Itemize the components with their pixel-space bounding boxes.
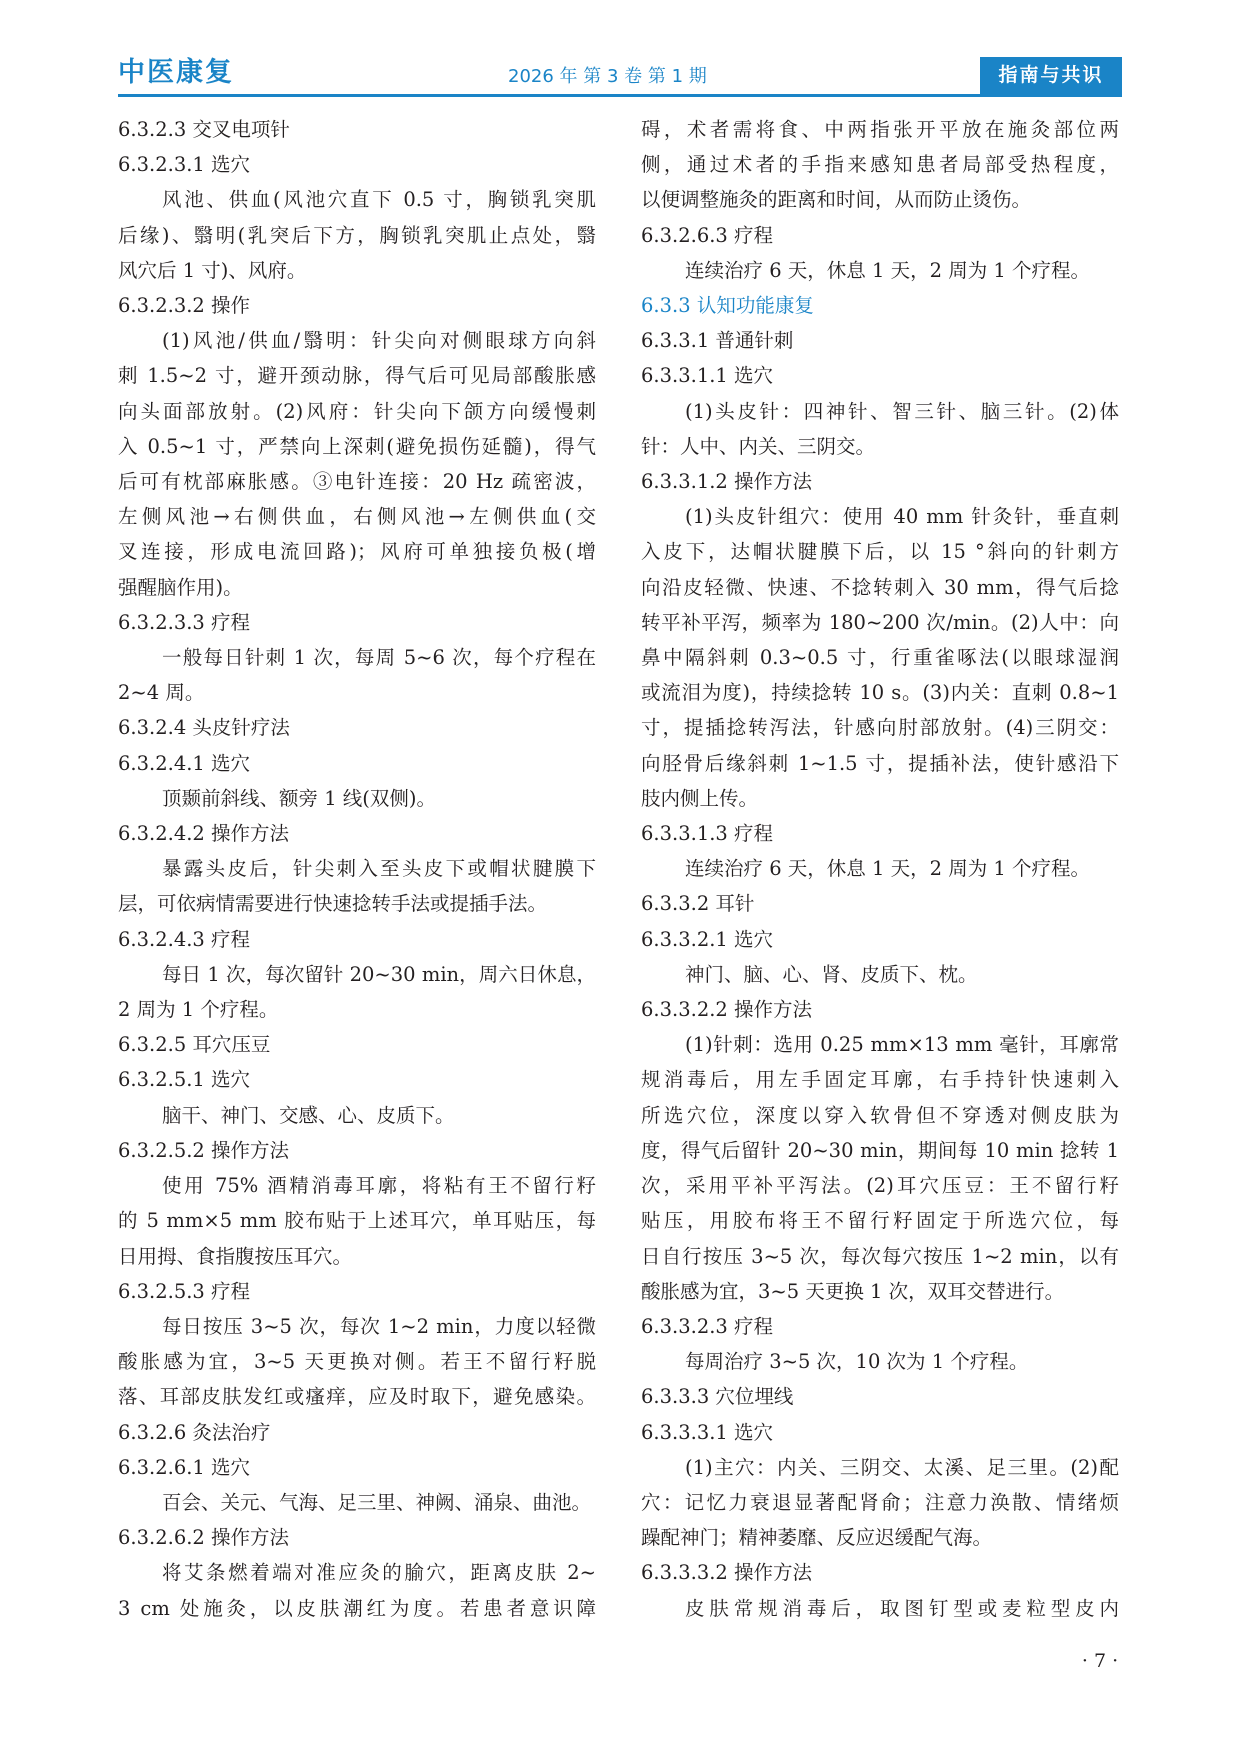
subsection-heading: 6.3.2.4.1 选穴 bbox=[118, 751, 251, 775]
right-column bbox=[641, 112, 1119, 1626]
paragraph-line: 层，可依病情需要进行快速捻转手法或提插手法。 bbox=[118, 892, 548, 916]
subsection-heading: 6.3.3.1.3 疗程 bbox=[641, 822, 774, 846]
paragraph-line: 神门、脑、心、肾、皮质下、枕。 bbox=[685, 962, 978, 986]
paragraph-line: 转平补平泻，频率为 180~200 次/min。(2)人中：向 bbox=[641, 610, 1119, 634]
paragraph-line: 以便调整施灸的距离和时间，从而防止烫伤。 bbox=[641, 188, 1032, 212]
subsection-heading: 6.3.2.3.2 操作 bbox=[118, 294, 251, 318]
paragraph-line: 的 5 mm×5 mm 胶布贴于上述耳穴，单耳贴压，每 bbox=[118, 1209, 596, 1233]
subsection-heading: 6.3.2.4 头皮针疗法 bbox=[118, 716, 290, 740]
subsection-heading: 6.3.2.5.1 选穴 bbox=[118, 1068, 251, 1092]
subsection-heading: 6.3.2.6.1 选穴 bbox=[118, 1455, 251, 1479]
paragraph-line: 将艾条燃着端对准应灸的腧穴，距离皮肤 2~ bbox=[162, 1561, 596, 1585]
header-rule bbox=[118, 94, 1122, 97]
paragraph-line: 酸胀感为宜，3~5 天更换 1 次，双耳交替进行。 bbox=[641, 1279, 1065, 1303]
paragraph-line: 穴：记忆力衰退显著配肾俞；注意力涣散、情绪烦 bbox=[641, 1490, 1119, 1514]
paragraph-line: 2 周为 1 个疗程。 bbox=[118, 998, 279, 1022]
paragraph-line: (1)头皮针：四神针、智三针、脑三针。(2)体 bbox=[685, 399, 1119, 423]
subsection-heading: 6.3.3.1.1 选穴 bbox=[641, 364, 774, 388]
paragraph-line: 每周治疗 3~5 次，10 次为 1 个疗程。 bbox=[685, 1350, 1029, 1374]
paragraph-line: 规消毒后，用左手固定耳廓，右手持针快速刺入 bbox=[641, 1068, 1119, 1092]
paragraph-line: 左侧风池→右侧供血，右侧风池→左侧供血(交 bbox=[118, 505, 596, 529]
paragraph-line: 向沿皮轻微、快速、不捻转刺入 30 mm，得气后捻 bbox=[641, 575, 1119, 599]
subsection-heading: 6.3.2.6 灸法治疗 bbox=[118, 1420, 271, 1444]
paragraph-line: (1)头皮针组穴：使用 40 mm 针灸针，垂直刺 bbox=[685, 505, 1119, 529]
paragraph-line: 连续治疗 6 天，休息 1 天，2 周为 1 个疗程。 bbox=[685, 857, 1091, 881]
paragraph-line: 叉连接，形成电流回路)；风府可单独接负极(增 bbox=[118, 540, 596, 564]
paragraph-line: 后缘)、翳明(乳突后下方，胸锁乳突肌止点处，翳 bbox=[118, 223, 596, 247]
subsection-heading: 6.3.3.3.1 选穴 bbox=[641, 1420, 774, 1444]
subsection-heading: 6.3.2.6.2 操作方法 bbox=[118, 1526, 290, 1550]
subsection-heading: 6.3.3.2 耳针 bbox=[641, 892, 755, 916]
paragraph-line: 一般每日针刺 1 次，每周 5~6 次，每个疗程在 bbox=[162, 646, 596, 670]
subsection-heading: 6.3.3.2.2 操作方法 bbox=[641, 998, 813, 1022]
paragraph-line: 连续治疗 6 天，休息 1 天，2 周为 1 个疗程。 bbox=[685, 258, 1091, 282]
subsection-heading: 6.3.2.5.3 疗程 bbox=[118, 1279, 251, 1303]
paragraph-line: 入皮下，达帽状腱膜下后，以 15 °斜向的针刺方 bbox=[641, 540, 1119, 564]
paragraph-line: 碍，术者需将食、中两指张开平放在施灸部位两 bbox=[641, 118, 1119, 141]
paragraph-line: 顶颞前斜线、额旁 1 线(双侧)。 bbox=[162, 786, 437, 810]
paragraph-line: 风穴后 1 寸)、风府。 bbox=[118, 258, 307, 282]
section-heading: 6.3.3 认知功能康复 bbox=[641, 294, 814, 318]
paragraph-line: 每日按压 3~5 次，每次 1~2 min，力度以轻微 bbox=[162, 1314, 596, 1338]
subsection-heading: 6.3.3.1.2 操作方法 bbox=[641, 470, 813, 494]
paragraph-line: 寸，提插捻转泻法，针感向肘部放射。(4)三阴交： bbox=[641, 716, 1119, 740]
paragraph-line: 3 cm 处施灸，以皮肤潮红为度。若患者意识障 bbox=[118, 1596, 596, 1620]
paragraph-line: 或流泪为度)，持续捻转 10 s。(3)内关：直刺 0.8~1 bbox=[641, 681, 1119, 705]
paragraph-line: 日自行按压 3~5 次，每次每穴按压 1~2 min，以有 bbox=[641, 1244, 1119, 1268]
paragraph-line: 鼻中隔斜刺 0.3~0.5 寸，行重雀啄法(以眼球湿润 bbox=[641, 646, 1119, 670]
subsection-heading: 6.3.2.5 耳穴压豆 bbox=[118, 1033, 271, 1057]
subsection-heading: 6.3.2.3.3 疗程 bbox=[118, 610, 251, 634]
paragraph-line: 向头面部放射。(2)风府：针尖向下颌方向缓慢刺 bbox=[118, 399, 596, 423]
paragraph-line: 每日 1 次，每次留针 20~30 min，周六日休息， bbox=[162, 962, 596, 986]
left-column bbox=[118, 112, 596, 1626]
paragraph-line: (1)主穴：内关、三阴交、太溪、足三里。(2)配 bbox=[685, 1455, 1119, 1479]
paragraph-line: 落、耳部皮肤发红或瘙痒，应及时取下，避免感染。 bbox=[118, 1385, 596, 1409]
paragraph-line: 所选穴位，深度以穿入软骨但不穿透对侧皮肤为 bbox=[641, 1103, 1119, 1127]
issue-info: 2026 年 第 3 卷 第 1 期 bbox=[508, 66, 707, 87]
subsection-heading: 6.3.2.5.2 操作方法 bbox=[118, 1138, 290, 1162]
paragraph-line: 躁配神门；精神萎靡、反应迟缓配气海。 bbox=[641, 1526, 993, 1550]
subsection-heading: 6.3.2.3.1 选穴 bbox=[118, 153, 251, 177]
section-badge: 指南与共识 bbox=[980, 57, 1122, 94]
paragraph-line: 2~4 周。 bbox=[118, 681, 205, 705]
paragraph-line: 日用拇、食指腹按压耳穴。 bbox=[118, 1244, 353, 1268]
subsection-heading: 6.3.3.2.1 选穴 bbox=[641, 927, 774, 951]
subsection-heading: 6.3.2.4.2 操作方法 bbox=[118, 822, 290, 846]
subsection-heading: 6.3.3.3.2 操作方法 bbox=[641, 1561, 813, 1585]
subsection-heading: 6.3.2.4.3 疗程 bbox=[118, 927, 251, 951]
paragraph-line: 贴压，用胶布将王不留行籽固定于所选穴位，每 bbox=[641, 1209, 1119, 1233]
paragraph-line: 度，得气后留针 20~30 min，期间每 10 min 捻转 1 bbox=[641, 1138, 1119, 1162]
paragraph-line: 向胫骨后缘斜刺 1~1.5 寸，提插补法，使针感沿下 bbox=[641, 751, 1119, 775]
paragraph-line: 风池、供血(风池穴直下 0.5 寸，胸锁乳突肌 bbox=[162, 188, 596, 212]
paragraph-line: 刺 1.5~2 寸，避开颈动脉，得气后可见局部酸胀感 bbox=[118, 364, 596, 388]
paragraph-line: 强醒脑作用)。 bbox=[118, 575, 243, 599]
subsection-heading: 6.3.3.1 普通针刺 bbox=[641, 329, 794, 353]
subsection-heading: 6.3.3.2.3 疗程 bbox=[641, 1314, 774, 1338]
paragraph-line: (1)针刺：选用 0.25 mm×13 mm 毫针，耳廓常 bbox=[685, 1033, 1119, 1057]
paragraph-line: 入 0.5~1 寸，严禁向上深刺(避免损伤延髓)，得气 bbox=[118, 434, 596, 458]
paragraph-line: 酸胀感为宜，3~5 天更换对侧。若王不留行籽脱 bbox=[118, 1350, 596, 1374]
paragraph-line: 次，采用平补平泻法。(2)耳穴压豆：王不留行籽 bbox=[641, 1174, 1119, 1198]
paragraph-line: 针：人中、内关、三阴交。 bbox=[641, 434, 876, 458]
subsection-heading: 6.3.2.3 交叉电项针 bbox=[118, 118, 290, 141]
paragraph-line: 使用 75% 酒精消毒耳廓，将粘有王不留行籽 bbox=[162, 1174, 596, 1198]
paragraph-line: 后可有枕部麻胀感。③电针连接：20 Hz 疏密波， bbox=[118, 470, 596, 494]
page-header bbox=[0, 0, 1241, 100]
paragraph-line: 侧，通过术者的手指来感知患者局部受热程度， bbox=[641, 153, 1119, 177]
paragraph-line: 百会、关元、气海、足三里、神阙、涌泉、曲池。 bbox=[162, 1490, 592, 1514]
paragraph-line: 暴露头皮后，针尖刺入至头皮下或帽状腱膜下 bbox=[162, 857, 596, 881]
paragraph-line: 皮肤常规消毒后，取图钉型或麦粒型皮内 bbox=[685, 1596, 1119, 1620]
paragraph-line: 肢内侧上传。 bbox=[641, 786, 759, 810]
subsection-heading: 6.3.2.6.3 疗程 bbox=[641, 223, 774, 247]
journal-title: 中医康复 bbox=[118, 57, 234, 88]
page-number: · 7 · bbox=[1081, 1650, 1119, 1672]
subsection-heading: 6.3.3.3 穴位埋线 bbox=[641, 1385, 794, 1409]
paragraph-line: (1)风池/供血/翳明：针尖向对侧眼球方向斜 bbox=[162, 329, 596, 353]
paragraph-line: 脑干、神门、交感、心、皮质下。 bbox=[162, 1103, 455, 1127]
